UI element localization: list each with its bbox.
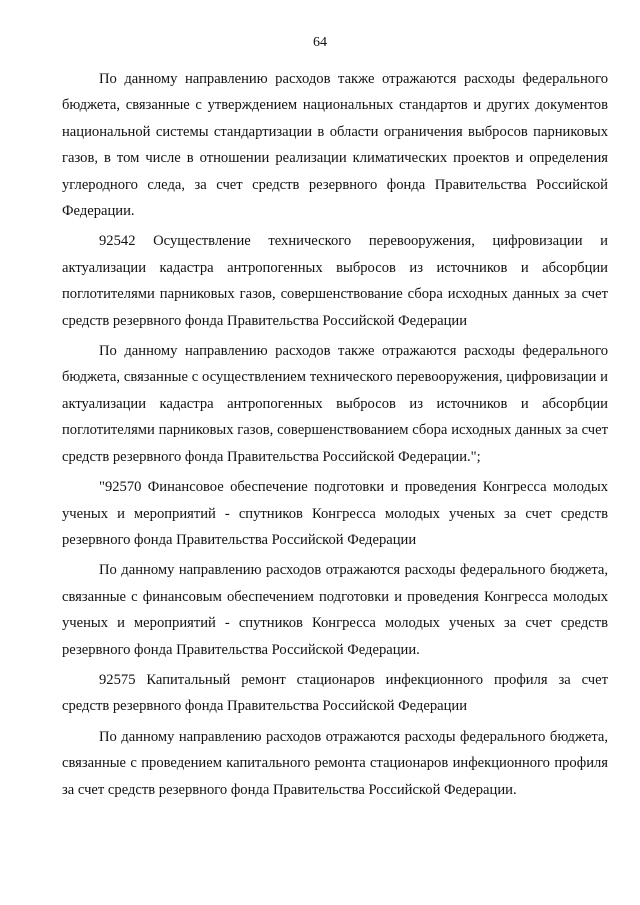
paragraph-92542-description: По данному направлению расходов также отражаются расходы федерального бюджета, связанные с осуществлением технического перевооружения, цифровизации и актуализации кадастра антропогенных выбросов из источников и абсорбции поглотителями парниковых газов, совершенствованием сбора исходных данных за счет средств резервного фонда Правительства Российской Федерации.";	[62, 343, 608, 465]
paragraph-92575-description: По данному направлению расходов отражаются расходы федерального бюджета, связанные с проведением капитального ремонта стационаров инфекционного профиля за счет средств резервного фонда Правительства Российской Федерации.	[62, 728, 608, 798]
heading-92542: 92542 Осуществление технического перевооружения, цифровизации и актуализации кадастра антропогенных выбросов из источников и абсорбции поглотителями парниковых газов, совершенствование сбора исходных данных за счет средств резервного фонда Правительства Российской Федерации	[62, 233, 608, 329]
paragraph-92570-description: По данному направлению расходов отражаются расходы федерального бюджета, связанные с финансовым обеспечением подготовки и проведения Конгресса молодых ученых и мероприятий - спутников Конгресса молодых ученых за счет средств резервного фонда Правительства Российской Федерации.	[62, 562, 608, 658]
heading-92570: "92570 Финансовое обеспечение подготовки и проведения Конгресса молодых ученых и мероприятий - спутников Конгресса молодых ученых за счет средств резервного фонда Правительства Российской Федерации	[62, 479, 608, 548]
heading-92575: 92575 Капитальный ремонт стационаров инфекционного профиля за счет средств резервного фонда Правительства Российской Федерации	[62, 671, 608, 715]
paragraph-reserve-fund-standards: По данному направлению расходов также отражаются расходы федерального бюджета, связанные с утверждением национальных стандартов и других документов национальной системы стандартизации в области ограничения выбросов парниковых газов, в том числе в отношении реализации климатических проектов и определения углеродного следа, за счет средств резервного фонда Правительства Российской Федерации.	[62, 71, 608, 220]
document-body	[62, 66, 608, 803]
page-number: 64	[313, 35, 327, 50]
